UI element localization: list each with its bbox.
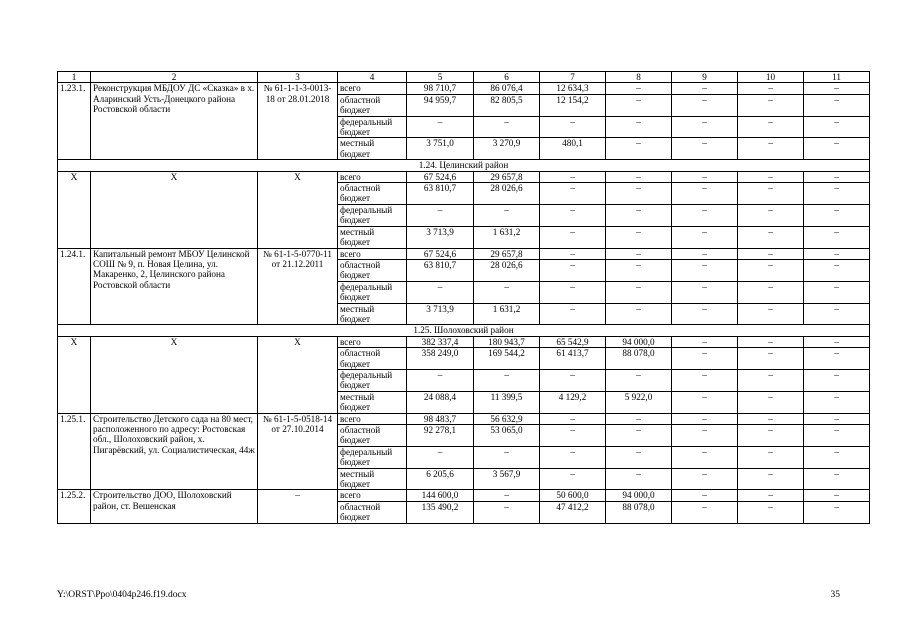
value-cell: – (804, 171, 870, 182)
funding-source-label: всего (338, 171, 407, 182)
value-cell: – (738, 116, 804, 138)
budget-table (57, 71, 870, 524)
value-cell: – (804, 446, 870, 468)
item-document: – (258, 490, 338, 523)
value-cell: – (804, 83, 870, 94)
value-cell: – (474, 446, 540, 468)
value-cell: – (606, 183, 672, 205)
value-cell: 98 483,7 (407, 413, 474, 424)
item-number: 1.24.1. (58, 248, 91, 325)
funding-source-label: областной бюджет (338, 94, 407, 116)
value-cell: 61 413,7 (540, 348, 606, 370)
value-cell: – (672, 413, 738, 424)
table-row (58, 248, 870, 259)
funding-source-label: областной бюджет (338, 425, 407, 447)
value-cell: – (738, 446, 804, 468)
value-cell: 6 205,6 (407, 468, 474, 490)
value-cell: – (606, 138, 672, 160)
value-cell: 358 249,0 (407, 348, 474, 370)
section-title: 1.25. Шолоховский район (58, 325, 870, 336)
value-cell: – (672, 226, 738, 248)
value-cell: – (738, 248, 804, 259)
value-cell: – (672, 490, 738, 501)
value-cell: – (804, 425, 870, 447)
value-cell: 28 026,6 (474, 259, 540, 281)
funding-source-label: федеральный бюджет (338, 116, 407, 138)
value-cell: 29 657,8 (474, 171, 540, 182)
value-cell: – (606, 369, 672, 391)
table-row (58, 490, 870, 501)
value-cell: – (804, 138, 870, 160)
value-cell: – (540, 204, 606, 226)
value-cell: 29 657,8 (474, 248, 540, 259)
value-cell: – (540, 259, 606, 281)
value-cell: – (738, 259, 804, 281)
header-cell: 3 (258, 72, 338, 83)
value-cell: 3 270,9 (474, 138, 540, 160)
value-cell: – (672, 369, 738, 391)
table-row (58, 171, 870, 182)
value-cell: – (804, 248, 870, 259)
value-cell: 82 805,5 (474, 94, 540, 116)
value-cell: – (672, 94, 738, 116)
funding-source-label: областной бюджет (338, 348, 407, 370)
value-cell: 94 000,0 (606, 336, 672, 347)
value-cell: – (804, 391, 870, 413)
value-cell: – (672, 425, 738, 447)
value-cell: 382 337,4 (407, 336, 474, 347)
value-cell: – (606, 413, 672, 424)
value-cell: – (804, 413, 870, 424)
value-cell: – (606, 94, 672, 116)
value-cell: – (672, 248, 738, 259)
value-cell: – (606, 248, 672, 259)
value-cell: – (804, 303, 870, 325)
value-cell: – (672, 183, 738, 205)
value-cell: 98 710,7 (407, 83, 474, 94)
item-document: № 61-1-1-3-0013-18 от 28.01.2018 (258, 83, 338, 160)
value-cell: – (540, 369, 606, 391)
value-cell: – (407, 204, 474, 226)
funding-source-label: местный бюджет (338, 303, 407, 325)
value-cell: – (804, 490, 870, 501)
value-cell: 5 922,0 (606, 391, 672, 413)
item-number: 1.25.1. (58, 413, 91, 490)
value-cell: – (738, 468, 804, 490)
value-cell: – (407, 116, 474, 138)
value-cell: 53 065,0 (474, 425, 540, 447)
value-cell: – (474, 281, 540, 303)
item-number: Х (58, 336, 91, 413)
value-cell: 3 751,0 (407, 138, 474, 160)
funding-source-label: областной бюджет (338, 259, 407, 281)
item-document: Х (258, 336, 338, 413)
table-body (58, 72, 870, 524)
value-cell: 88 078,0 (606, 501, 672, 523)
value-cell: – (738, 171, 804, 182)
value-cell: – (474, 204, 540, 226)
funding-source-label: всего (338, 248, 407, 259)
value-cell: 65 542,9 (540, 336, 606, 347)
value-cell: 4 129,2 (540, 391, 606, 413)
value-cell: – (738, 391, 804, 413)
value-cell: 3 567,9 (474, 468, 540, 490)
item-name: Х (91, 336, 258, 413)
value-cell: – (738, 501, 804, 523)
value-cell: – (672, 83, 738, 94)
item-document: Х (258, 171, 338, 248)
value-cell: – (738, 413, 804, 424)
value-cell: – (804, 259, 870, 281)
value-cell: 28 026,6 (474, 183, 540, 205)
header-cell: 8 (606, 72, 672, 83)
value-cell: 144 600,0 (407, 490, 474, 501)
value-cell: – (804, 281, 870, 303)
value-cell: – (672, 336, 738, 347)
value-cell: – (540, 468, 606, 490)
value-cell: 1 631,2 (474, 226, 540, 248)
value-cell: 92 278,1 (407, 425, 474, 447)
value-cell: – (540, 116, 606, 138)
value-cell: 12 154,2 (540, 94, 606, 116)
value-cell: 47 412,2 (540, 501, 606, 523)
footer-file-path: Y:\ORST\Ppo\0404p246.f19.docx (57, 590, 187, 600)
value-cell: – (474, 490, 540, 501)
funding-source-label: всего (338, 336, 407, 347)
value-cell: – (738, 425, 804, 447)
funding-source-label: местный бюджет (338, 391, 407, 413)
value-cell: – (474, 369, 540, 391)
value-cell: – (407, 446, 474, 468)
header-cell: 6 (474, 72, 540, 83)
value-cell: – (672, 446, 738, 468)
funding-source-label: федеральный бюджет (338, 281, 407, 303)
item-name: Строительство ДОО, Шолоховский район, ст. Вешенская (91, 490, 258, 523)
value-cell: – (606, 83, 672, 94)
funding-source-label: областной бюджет (338, 183, 407, 205)
value-cell: – (672, 501, 738, 523)
value-cell: – (738, 83, 804, 94)
value-cell: 50 600,0 (540, 490, 606, 501)
value-cell: 180 943,7 (474, 336, 540, 347)
value-cell: 12 634,3 (540, 83, 606, 94)
value-cell: – (804, 204, 870, 226)
header-cell: 10 (738, 72, 804, 83)
value-cell: – (407, 369, 474, 391)
value-cell: 56 632,9 (474, 413, 540, 424)
value-cell: – (672, 468, 738, 490)
value-cell: – (804, 336, 870, 347)
value-cell: – (606, 259, 672, 281)
item-number: Х (58, 171, 91, 248)
value-cell: – (672, 281, 738, 303)
value-cell: 169 544,2 (474, 348, 540, 370)
value-cell: – (672, 391, 738, 413)
value-cell: – (738, 348, 804, 370)
funding-source-label: всего (338, 490, 407, 501)
value-cell: – (804, 94, 870, 116)
item-name: Капитальный ремонт МБОУ Целинской СОШ № 9, п. Новая Целина, ул. Макаренко, 2, Целинского района Ростовской области (91, 248, 258, 325)
value-cell: 3 713,9 (407, 303, 474, 325)
value-cell: – (540, 281, 606, 303)
header-cell: 2 (91, 72, 258, 83)
value-cell: – (804, 226, 870, 248)
value-cell: – (606, 204, 672, 226)
funding-source-label: всего (338, 413, 407, 424)
value-cell: – (738, 303, 804, 325)
value-cell: 67 524,6 (407, 171, 474, 182)
value-cell: – (672, 204, 738, 226)
value-cell: – (606, 171, 672, 182)
funding-source-label: всего (338, 83, 407, 94)
value-cell: 67 524,6 (407, 248, 474, 259)
funding-source-label: местный бюджет (338, 138, 407, 160)
table-row (58, 336, 870, 347)
funding-source-label: федеральный бюджет (338, 446, 407, 468)
value-cell: – (804, 348, 870, 370)
value-cell: – (606, 281, 672, 303)
section-title: 1.24. Целинский район (58, 160, 870, 171)
header-cell: 1 (58, 72, 91, 83)
value-cell: – (672, 259, 738, 281)
item-number: 1.25.2. (58, 490, 91, 523)
value-cell: – (738, 369, 804, 391)
value-cell: – (540, 183, 606, 205)
header-cell: 5 (407, 72, 474, 83)
value-cell: – (540, 446, 606, 468)
funding-source-label: местный бюджет (338, 226, 407, 248)
value-cell: – (804, 183, 870, 205)
item-name: Х (91, 171, 258, 248)
value-cell: – (804, 501, 870, 523)
value-cell: – (738, 138, 804, 160)
value-cell: – (606, 446, 672, 468)
value-cell: – (540, 248, 606, 259)
header-cell: 9 (672, 72, 738, 83)
table-row (58, 413, 870, 424)
value-cell: – (738, 204, 804, 226)
value-cell: 1 631,2 (474, 303, 540, 325)
section-row (58, 160, 870, 171)
footer-page-number: 35 (830, 590, 840, 600)
header-cell: 7 (540, 72, 606, 83)
item-name: Строительство Детского сада на 80 мест, расположенного по адресу: Ростовская обл., Шолоховский район, х. Пигарёвский, ул. Социалистическая, 44ж (91, 413, 258, 490)
value-cell: – (738, 226, 804, 248)
value-cell: 86 076,4 (474, 83, 540, 94)
item-number: 1.23.1. (58, 83, 91, 160)
header-cell: 4 (338, 72, 407, 83)
value-cell: – (672, 303, 738, 325)
value-cell: – (672, 138, 738, 160)
value-cell: 63 810,7 (407, 183, 474, 205)
value-cell: 94 959,7 (407, 94, 474, 116)
value-cell: – (540, 413, 606, 424)
section-row (58, 325, 870, 336)
value-cell: 24 088,4 (407, 391, 474, 413)
value-cell: – (672, 348, 738, 370)
value-cell: 3 713,9 (407, 226, 474, 248)
value-cell: – (474, 116, 540, 138)
funding-source-label: федеральный бюджет (338, 369, 407, 391)
value-cell: – (606, 116, 672, 138)
value-cell: 63 810,7 (407, 259, 474, 281)
value-cell: – (606, 425, 672, 447)
value-cell: – (738, 183, 804, 205)
value-cell: 11 399,5 (474, 391, 540, 413)
value-cell: – (606, 303, 672, 325)
value-cell: – (606, 468, 672, 490)
item-name: Реконструкция МБДОУ ДС «Сказка» в х. Аларинский Усть-Донецкого района Ростовской области (91, 83, 258, 160)
value-cell: – (407, 281, 474, 303)
funding-source-label: местный бюджет (338, 468, 407, 490)
header-row (58, 72, 870, 83)
funding-source-label: федеральный бюджет (338, 204, 407, 226)
value-cell: – (738, 94, 804, 116)
value-cell: – (540, 226, 606, 248)
value-cell: – (804, 468, 870, 490)
value-cell: – (606, 226, 672, 248)
value-cell: – (804, 369, 870, 391)
item-document: № 61-1-5-0518-14 от 27.10.2014 (258, 413, 338, 490)
value-cell: – (474, 501, 540, 523)
value-cell: 94 000,0 (606, 490, 672, 501)
value-cell: – (540, 425, 606, 447)
header-cell: 11 (804, 72, 870, 83)
value-cell: – (672, 171, 738, 182)
table-row (58, 83, 870, 94)
value-cell: – (804, 116, 870, 138)
value-cell: – (540, 171, 606, 182)
value-cell: 88 078,0 (606, 348, 672, 370)
value-cell: – (540, 303, 606, 325)
value-cell: – (738, 281, 804, 303)
value-cell: – (738, 336, 804, 347)
value-cell: – (672, 116, 738, 138)
value-cell: 135 490,2 (407, 501, 474, 523)
funding-source-label: областной бюджет (338, 501, 407, 523)
value-cell: – (738, 490, 804, 501)
item-document: № 61-1-5-0770-11 от 21.12.2011 (258, 248, 338, 325)
value-cell: 480,1 (540, 138, 606, 160)
